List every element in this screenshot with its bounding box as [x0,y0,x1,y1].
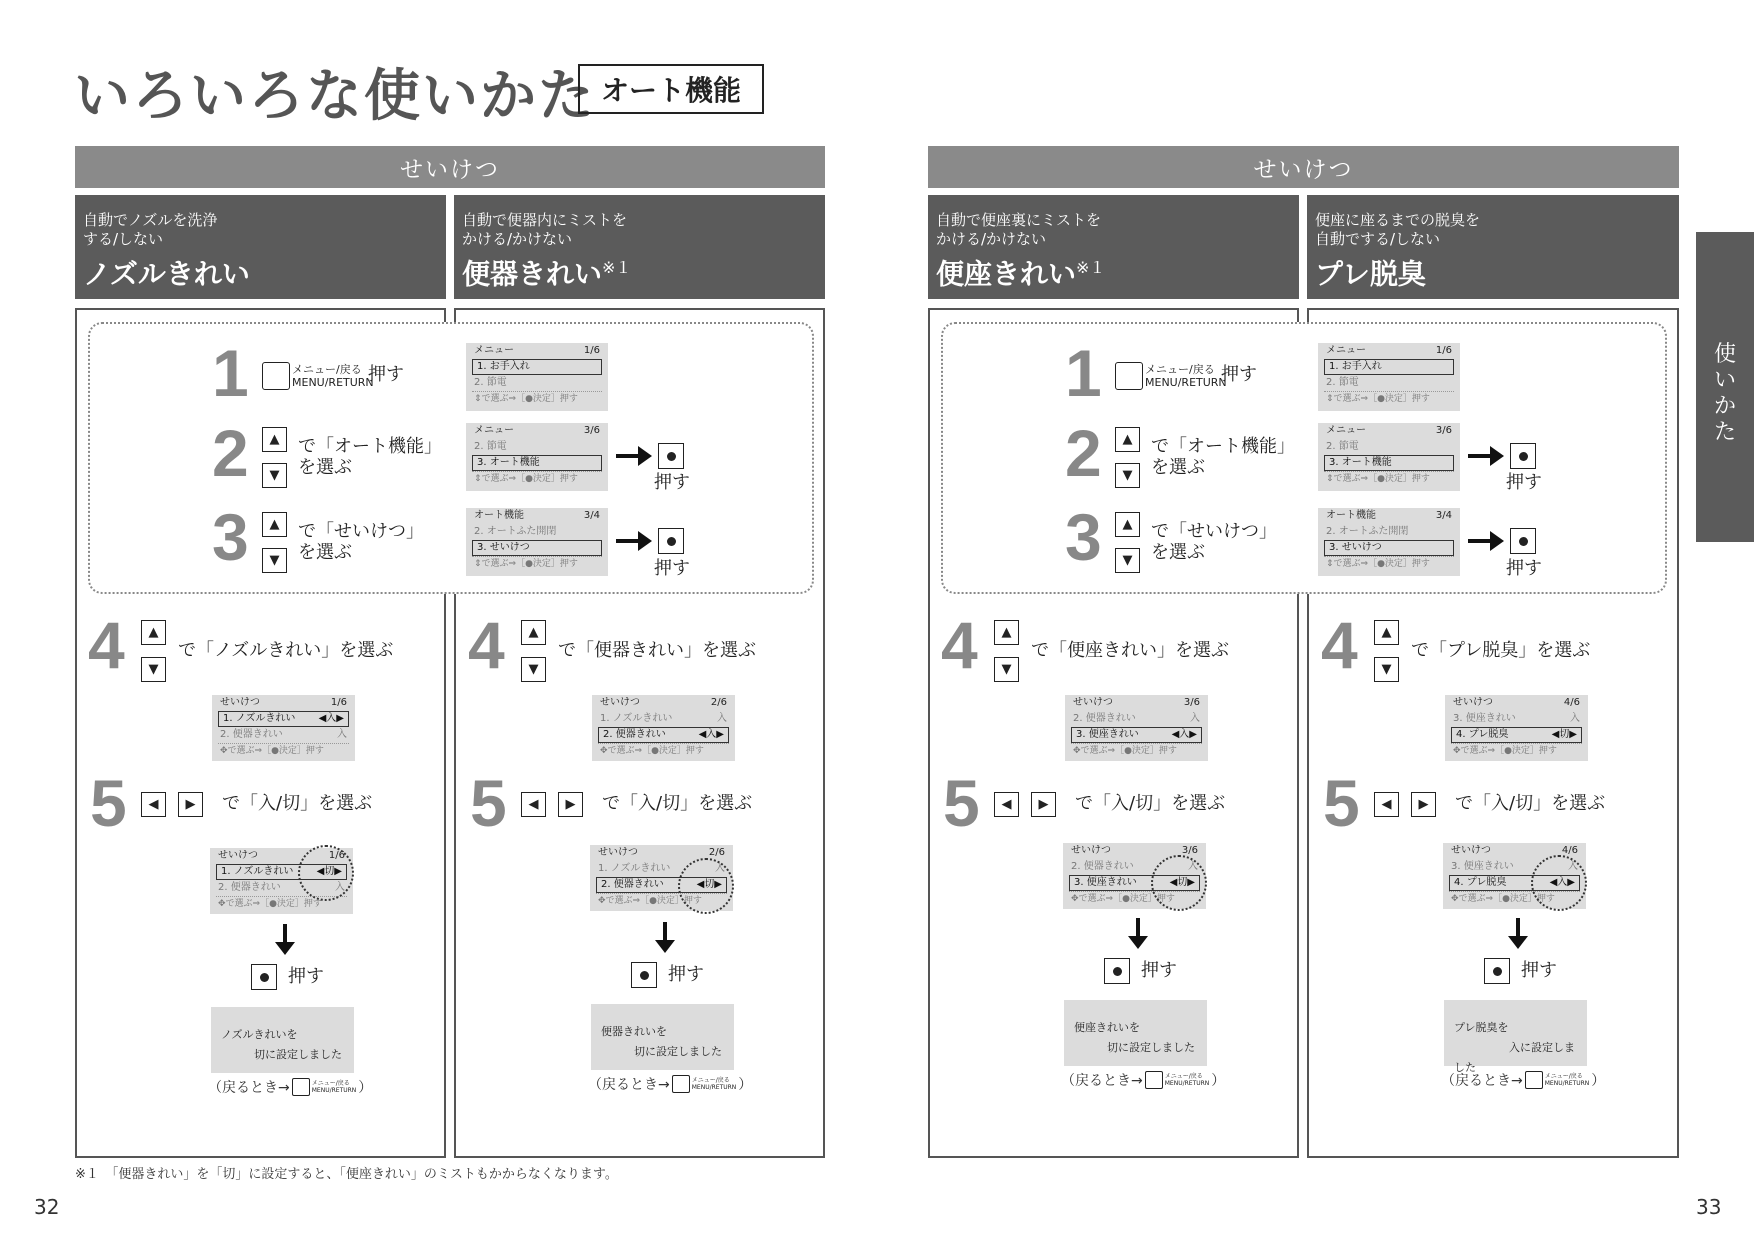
section-bar-right: せいけつ [928,146,1679,188]
menu-label-en: MENU/RETURN [1145,376,1227,389]
step-number: 3 [212,500,249,574]
down-arrow-icon [655,922,675,954]
step-text: で「せいけつ」 [1151,521,1277,542]
back-hint: （戻るとき→ メニュー/戻る MENU/RETURN ） [1061,1073,1226,1089]
feature-header [1307,195,1679,299]
push-label: 押す [1506,472,1542,493]
down-arrow-icon [1128,918,1148,950]
down-button[interactable]: ▼ [994,657,1019,682]
push-label: 押す [368,364,404,385]
back-hint: （戻るとき→ メニュー/戻る MENU/RETURN ） [208,1080,373,1096]
highlight-circle [678,858,734,914]
step-number: 4 [88,608,125,682]
right-arrow-icon [614,443,654,469]
feature-desc: 自動でノズルを洗浄 する/しない [83,211,218,248]
step-text: で「入/切」を選ぶ [1455,793,1606,814]
step-number: 4 [1321,608,1358,682]
section-bar-left: せいけつ [75,146,825,188]
up-button[interactable]: ▲ [1115,512,1140,537]
enter-button[interactable] [631,962,657,988]
push-label: 押す [288,966,324,987]
step-number: 3 [1065,500,1102,574]
confirm-message: ノズルきれいを 切に設定しました [211,1007,354,1073]
step-number: 4 [468,608,505,682]
step-number: 4 [941,608,978,682]
push-label: 押す [1141,960,1177,981]
lcd-screen: せいけつ 4/6 3. 便座きれい 入 4. プレ脱臭 ◀入▶ ✥で選ぶ⇒［●決定］押す [1443,843,1586,909]
lcd-screen: オート機能 3/4 2. オートふた開閉 3. せいけつ ⇕で選ぶ⇒［●決定］押す [466,508,608,576]
push-label: 押す [654,558,690,579]
step-text: で「入/切」を選ぶ [222,793,373,814]
down-button[interactable]: ▼ [1115,463,1140,488]
down-button[interactable]: ▼ [262,463,287,488]
page-number-right: 33 [1696,1195,1722,1219]
step-text: で「便器きれい」を選ぶ [558,640,756,661]
right-arrow-icon [1466,528,1506,554]
enter-button[interactable] [658,443,684,469]
up-button[interactable]: ▲ [262,512,287,537]
confirm-message: プレ脱臭を 入に設定しました [1444,1000,1587,1066]
feature-desc: 自動で便器内にミストを かける/かけない [462,211,628,248]
common-steps-box [941,322,1667,594]
push-label: 押す [1221,364,1257,385]
down-button[interactable]: ▼ [1115,548,1140,573]
down-arrow-icon [275,924,295,956]
enter-button[interactable] [1104,958,1130,984]
step-number: 1 [1065,336,1102,410]
up-button[interactable]: ▲ [994,620,1019,645]
menu-return-button[interactable] [1115,362,1143,390]
lcd-screen: せいけつ 1/6 1. ノズルきれい ◀入▶ 2. 便器きれい 入 ✥で選ぶ⇒［●決定］押す [212,695,355,761]
side-tab: 使 い か た [1696,232,1754,542]
step-text: で「入/切」を選ぶ [1075,793,1226,814]
menu-label: メニュー/戻る [292,363,362,376]
feature-desc: 自動で便座裏にミストを かける/かけない [936,211,1102,248]
step-text: で「オート機能」 [1151,436,1295,457]
right-button[interactable]: ▶ [178,792,203,817]
left-button[interactable]: ◀ [994,792,1019,817]
feature-name: 便器きれい$^{※1}$ [462,257,632,291]
down-button[interactable]: ▼ [1374,657,1399,682]
step-text: で「ノズルきれい」を選ぶ [178,640,394,661]
push-label: 押す [668,964,704,985]
up-button[interactable]: ▲ [521,620,546,645]
up-button[interactable]: ▲ [262,427,287,452]
lcd-screen: メニュー 3/6 2. 節電 3. オート機能 ⇕で選ぶ⇒［●決定］押す [1318,423,1460,491]
back-hint: （戻るとき→ メニュー/戻る MENU/RETURN ） [588,1077,753,1093]
step-text: を選ぶ [1151,457,1205,478]
step-number: 2 [212,416,249,490]
step-text: を選ぶ [298,457,352,478]
menu-label: メニュー/戻る [1145,363,1215,376]
lcd-screen: せいけつ 4/6 3. 便座きれい 入 4. プレ脱臭 ◀切▶ ✥で選ぶ⇒［●決定］押す [1445,695,1588,761]
feature-name: 便座きれい$^{※1}$ [936,257,1106,291]
menu-label-en: MENU/RETURN [292,376,374,389]
back-hint: （戻るとき→ メニュー/戻る MENU/RETURN ） [1441,1073,1606,1089]
menu-return-button[interactable] [672,1075,690,1093]
menu-return-button[interactable] [292,1078,310,1096]
enter-button[interactable] [1510,528,1536,554]
step-text: で「プレ脱臭」を選ぶ [1411,640,1591,661]
enter-button[interactable] [251,964,277,990]
menu-return-button[interactable] [262,362,290,390]
left-button[interactable]: ◀ [141,792,166,817]
down-button[interactable]: ▼ [521,657,546,682]
step-text: で「せいけつ」 [298,521,424,542]
confirm-message: 便座きれいを 切に設定しました [1064,1000,1207,1066]
lcd-screen: せいけつ 2/6 1. ノズルきれい 入 2. 便器きれい ◀切▶ ✥で選ぶ⇒［●決定］押す [590,845,733,911]
step-number: 5 [1323,766,1360,840]
lcd-screen: メニュー 1/6 1. お手入れ 2. 節電 ⇕で選ぶ⇒［●決定］押す [466,343,608,411]
lcd-screen: メニュー 3/6 2. 節電 3. オート機能 ⇕で選ぶ⇒［●決定］押す [466,423,608,491]
highlight-circle [1531,855,1587,911]
step-number: 1 [212,336,249,410]
step-number: 5 [470,766,507,840]
down-arrow-icon [1508,918,1528,950]
feature-header [75,195,446,299]
page-badge: オート機能 [578,64,764,114]
enter-button[interactable] [1484,958,1510,984]
lcd-screen: せいけつ 1/6 1. ノズルきれい ◀切▶ 2. 便器きれい 入 ✥で選ぶ⇒［●決定］押す [210,848,353,914]
page-number-left: 32 [34,1195,60,1219]
footnote: ※１ 「便器きれい」を「切」に設定すると、「便座きれい」のミストもかからなくなります。 [75,1167,618,1182]
step-number: 5 [943,766,980,840]
step-text: を選ぶ [1151,542,1205,563]
lcd-screen: せいけつ 3/6 2. 便器きれい 入 3. 便座きれい ◀切▶ ✥で選ぶ⇒［●決定］押す [1063,843,1206,909]
menu-return-button[interactable] [1525,1071,1543,1089]
push-label: 押す [1506,558,1542,579]
enter-button[interactable] [1510,443,1536,469]
step-text: で「便座きれい」を選ぶ [1031,640,1229,661]
step-text: で「オート機能」 [298,436,442,457]
highlight-circle [1151,855,1207,911]
right-button[interactable]: ▶ [558,792,583,817]
up-button[interactable]: ▲ [141,620,166,645]
common-steps-box [88,322,814,594]
up-button[interactable]: ▲ [1374,620,1399,645]
feature-desc: 便座に座るまでの脱臭を 自動でする/しない [1315,211,1481,248]
step-number: 2 [1065,416,1102,490]
right-arrow-icon [1466,443,1506,469]
enter-button[interactable] [658,528,684,554]
feature-header [454,195,825,299]
step-number: 5 [90,766,127,840]
confirm-message: 便器きれいを 切に設定しました [591,1004,734,1070]
right-button[interactable]: ▶ [1031,792,1056,817]
left-button[interactable]: ◀ [1374,792,1399,817]
right-button[interactable]: ▶ [1411,792,1436,817]
down-button[interactable]: ▼ [141,657,166,682]
step-text: を選ぶ [298,542,352,563]
menu-return-button[interactable] [1145,1071,1163,1089]
feature-header [928,195,1299,299]
lcd-screen: オート機能 3/4 2. オートふた開閉 3. せいけつ ⇕で選ぶ⇒［●決定］押す [1318,508,1460,576]
lcd-screen: せいけつ 3/6 2. 便器きれい 入 3. 便座きれい ◀入▶ ✥で選ぶ⇒［●決定］押す [1065,695,1208,761]
feature-name: プレ脱臭 [1315,257,1426,291]
down-button[interactable]: ▼ [262,548,287,573]
right-arrow-icon [614,528,654,554]
lcd-screen: メニュー 1/6 1. お手入れ 2. 節電 ⇕で選ぶ⇒［●決定］押す [1318,343,1460,411]
step-text: で「入/切」を選ぶ [602,793,753,814]
page-title: いろいろな使いかた [74,64,596,129]
left-button[interactable]: ◀ [521,792,546,817]
feature-name: ノズルきれい [83,257,250,291]
push-label: 押す [1521,960,1557,981]
highlight-circle [298,845,354,901]
push-label: 押す [654,472,690,493]
up-button[interactable]: ▲ [1115,427,1140,452]
lcd-screen: せいけつ 2/6 1. ノズルきれい 入 2. 便器きれい ◀入▶ ✥で選ぶ⇒［●決定］押す [592,695,735,761]
